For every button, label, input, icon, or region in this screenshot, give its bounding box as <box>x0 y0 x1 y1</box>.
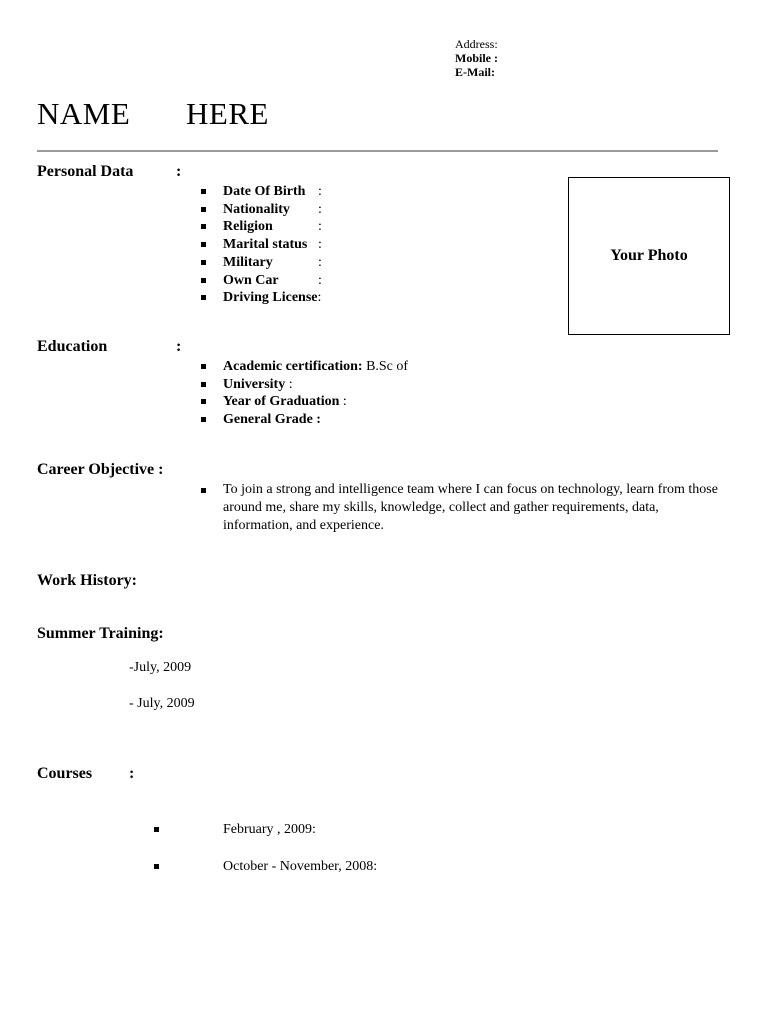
career-objective-heading: Career Objective : <box>37 461 164 478</box>
training-entry: -July, 2009 <box>129 660 192 675</box>
item-label: Own Car <box>223 272 279 288</box>
personal-data-colon: : <box>176 163 182 180</box>
list-item <box>201 254 321 272</box>
work-history-heading: Work History: <box>37 572 137 589</box>
name-first: NAME <box>37 96 131 131</box>
item-label: Marital status <box>223 237 308 253</box>
list-item <box>201 218 321 236</box>
item-label: Year of Graduation <box>223 394 340 410</box>
list-item <box>201 236 321 254</box>
courses-colon: : <box>129 765 135 782</box>
item-label: Nationality <box>223 201 290 217</box>
personal-data-heading: Personal Data <box>37 163 134 180</box>
list-item <box>201 201 321 219</box>
item-separator: : <box>318 184 322 199</box>
address-label: Address: <box>455 37 498 51</box>
course-entry: October - November, 2008: <box>223 859 378 874</box>
name-second: HERE <box>186 96 269 131</box>
item-separator: : <box>317 290 322 306</box>
list-item <box>201 393 408 411</box>
photo-placeholder <box>568 177 730 335</box>
item-separator: : <box>318 201 322 217</box>
item-label: Military <box>223 254 273 270</box>
course-entry: February , 2009: <box>223 822 316 837</box>
summer-training-heading: Summer Training: <box>37 625 164 642</box>
item-separator: : <box>318 272 322 288</box>
item-label: Date Of Birth <box>223 184 306 199</box>
contact-block <box>455 37 498 79</box>
email-label: E-Mail: <box>455 65 495 79</box>
list-item <box>201 183 321 201</box>
item-value: B.Sc of <box>362 359 409 374</box>
item-label: University <box>223 376 286 392</box>
item-label: General Grade : <box>223 412 321 428</box>
career-bullet <box>201 488 206 493</box>
course-bullet <box>154 827 159 832</box>
item-label: Driving License <box>223 290 318 306</box>
item-value: : <box>339 394 347 410</box>
education-heading: Education <box>37 338 108 355</box>
education-list <box>201 358 408 429</box>
list-item <box>201 289 321 307</box>
career-objective-text: To join a strong and intelligence team where I can focus on technology, learn from those around me, share my skills, knowledge, collect and gather requirements, data, information, and experience. <box>223 482 718 533</box>
training-entry: - July, 2009 <box>129 696 195 711</box>
courses-heading: Courses <box>37 765 93 782</box>
item-value: : <box>285 376 293 392</box>
photo-label: Your Photo <box>610 247 688 264</box>
item-separator: : <box>318 219 322 235</box>
list-item <box>201 358 408 376</box>
item-separator: : <box>318 254 322 270</box>
item-label: Religion <box>223 219 273 235</box>
list-item <box>201 272 321 290</box>
education-colon: : <box>176 338 182 355</box>
list-item <box>201 376 408 394</box>
header-divider <box>37 150 718 152</box>
list-item <box>201 411 408 429</box>
item-separator: : <box>318 237 322 253</box>
item-label: Academic certification: <box>223 359 363 374</box>
personal-data-list <box>201 183 321 307</box>
course-bullet <box>154 864 159 869</box>
mobile-label: Mobile : <box>455 51 498 65</box>
